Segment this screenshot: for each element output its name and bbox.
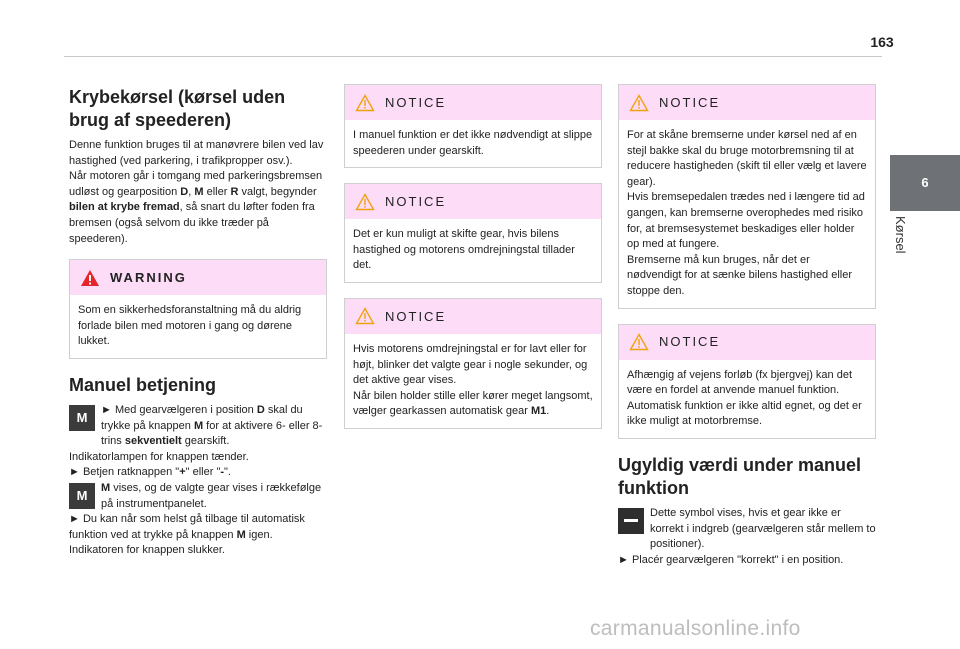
notice-title: NOTICE bbox=[659, 94, 721, 110]
manual-m-text: M vises, og de valgte gear vises i rækkefølge på instrumentpanelet. bbox=[101, 481, 322, 510]
notice-triangle-icon bbox=[355, 193, 375, 211]
page-number: 163 bbox=[870, 34, 894, 50]
warning-text: Som en sikkerhedsforanstaltning må du aldrig forlade bilen med motoren i gang og dørene lukket. bbox=[78, 304, 302, 348]
invalid-bullet: ► Placér gearvælgeren "korrekt" i en position. bbox=[618, 553, 844, 566]
warning-triangle-icon bbox=[80, 269, 100, 287]
creep-heading: Krybekørsel (kørsel uden brug af speederen) bbox=[69, 87, 286, 130]
notice-box-1 bbox=[344, 84, 602, 168]
notice-triangle-icon bbox=[355, 94, 375, 112]
manual-bullet-3: ► Du kan når som helst gå tilbage til automatisk funktion ved at trykke på knappen M igen. bbox=[69, 513, 305, 541]
column-left bbox=[69, 86, 327, 559]
notice-text: For at skåne bremserne under kørsel ned af en stejl bakke skal du bruge motorbremsning til at reducere hastigheden (skift til eller vælg et lavere gear). Hvis bremsepedalen trædes ned i længere tid ad gangen, kan bremserne overophedes med risiko for, at bremsesystemet beskadiges eller holder op med at fungere. Bremserne må kun bruges, når det er nødvendigt for at sænke bilens hastighed eller stoppe den. bbox=[627, 129, 867, 297]
creep-intro: Denne funktion bruges til at manøvrere bilen ved lav hastighed (ved parkering, i trafikpropper osv.). bbox=[69, 139, 324, 167]
notice-box-4 bbox=[618, 84, 876, 309]
watermark: carmanualsonline.info bbox=[590, 617, 801, 640]
warning-header bbox=[70, 260, 326, 295]
manual-row-1 bbox=[69, 403, 327, 450]
header-rule bbox=[64, 56, 882, 57]
notice-triangle-icon bbox=[629, 94, 649, 112]
column-right bbox=[618, 84, 876, 568]
notice-text: I manuel funktion er det ikke nødvendigt at slippe speederen under gearskift. bbox=[353, 129, 593, 157]
notice-triangle-icon bbox=[355, 307, 375, 325]
creep-paragraph: Når motoren går i tomgang med parkeringsbremsen udløst og gearposition D, M eller R valgt, begynder bilen at krybe fremad, så snart du løfter foden fra bremsen (også selvom du ikke træder på speederen). bbox=[69, 170, 323, 245]
notice-box-5 bbox=[618, 324, 876, 439]
indicator-off-text: Indikatoren for knappen slukker. bbox=[69, 544, 225, 557]
manual-bullet-2: ► Betjen ratknappen "+" eller "-". bbox=[69, 466, 231, 479]
invalid-row bbox=[618, 506, 876, 553]
notice-title: NOTICE bbox=[385, 193, 447, 209]
notice-text: Afhængig af vejens forløb (fx bjergvej) kan det være en fordel at anvende manuel funktion. Automatisk funktion er ikke altid egnet, og det er ikke muligt at motorbremse. bbox=[627, 368, 862, 428]
manual-bullet-1: ► Med gearvælgeren i position D skal du trykke på knappen M for at aktivere 6- eller 8-trins sekventielt gearskift. bbox=[101, 403, 323, 448]
invalid-heading: Ugyldig værdi under manuel funktion bbox=[618, 454, 862, 498]
notice-box-3 bbox=[344, 298, 602, 429]
warning-box bbox=[69, 259, 327, 359]
m-button-icon: M bbox=[69, 405, 95, 431]
notice-triangle-icon bbox=[629, 333, 649, 351]
notice-title: NOTICE bbox=[385, 308, 447, 324]
chapter-tab[interactable]: 6 bbox=[890, 155, 960, 211]
gear-indicator-icon: M bbox=[69, 483, 95, 509]
manual-heading: Manuel betjening bbox=[69, 374, 217, 395]
notice-text: Hvis motorens omdrejningstal er for lavt eller for højt, blinker det valgte gear i nogle sekunder, og det aktive gear vises. Når bilen holder stille eller kører meget langsomt, vælger gearkassen automatisk gear M1. bbox=[353, 342, 593, 418]
notice-box-2 bbox=[344, 183, 602, 283]
indicator-on-text: Indikatorlampen for knappen tænder. bbox=[69, 450, 249, 463]
manual-row-2 bbox=[69, 481, 327, 512]
warning-title: WARNING bbox=[110, 269, 187, 285]
notice-title: NOTICE bbox=[385, 94, 447, 110]
chapter-label: Kørsel bbox=[893, 216, 908, 254]
notice-title: NOTICE bbox=[659, 334, 721, 350]
notice-text: Det er kun muligt at skifte gear, hvis bilens hastighed og motorens omdrejningstal tillader det. bbox=[353, 228, 575, 272]
invalid-gear-icon bbox=[618, 508, 644, 534]
column-middle bbox=[344, 84, 602, 444]
invalid-text: Dette symbol vises, hvis et gear ikke er korrekt i indgreb (gearvælgeren står mellem to positioner). bbox=[650, 506, 876, 551]
